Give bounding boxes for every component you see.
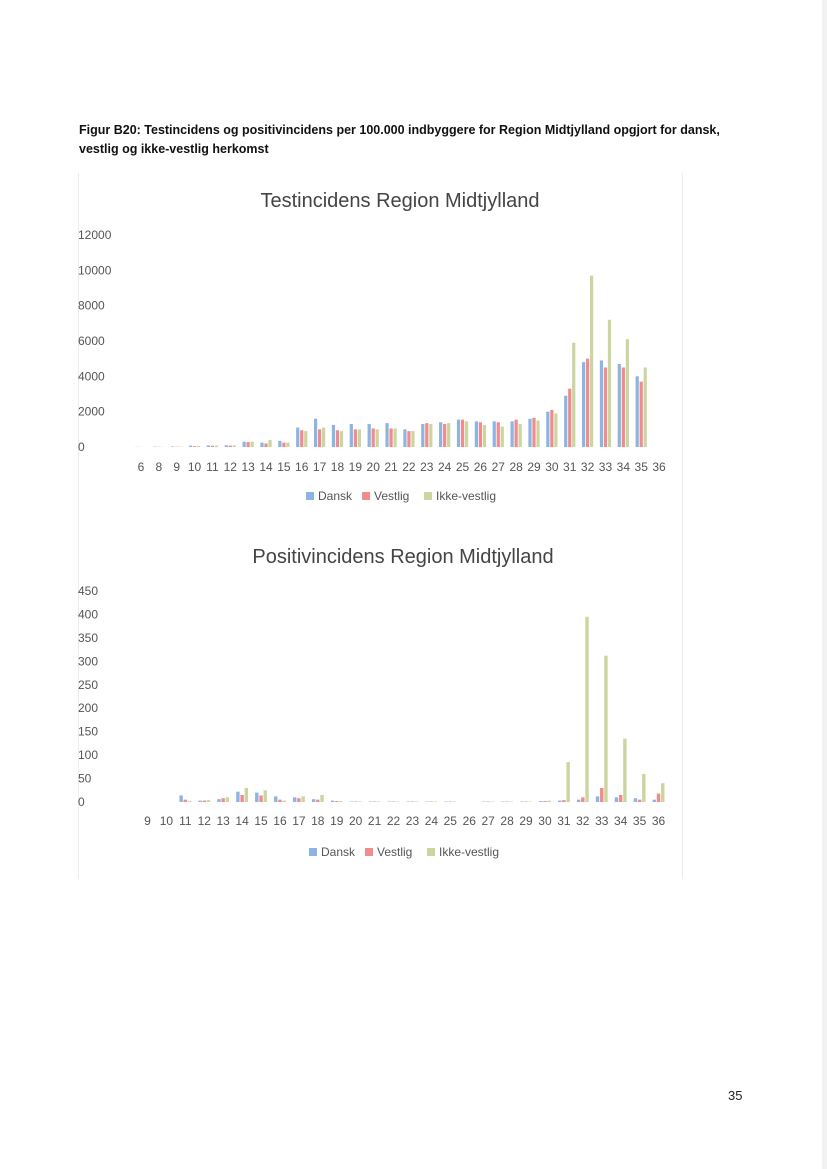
chart1-legend-label: Vestlig <box>374 489 410 503</box>
chart1-bar-ikke-vestlig-16 <box>304 431 307 447</box>
chart2-bar-vestlig-18 <box>316 800 319 802</box>
chart1-xtick-label: 30 <box>545 460 559 474</box>
chart2-bar-ikke-vestlig-34 <box>623 739 626 802</box>
chart1-bar-ikke-vestlig-29 <box>536 421 539 448</box>
chart1-bar-ikke-vestlig-28 <box>519 424 522 447</box>
chart2-xtick-label: 24 <box>424 814 439 828</box>
chart2-xtick-label: 12 <box>197 814 211 828</box>
chart2-xtick-label: 26 <box>462 814 476 828</box>
chart1-xtick-label: 17 <box>312 460 327 474</box>
chart1-bar-vestlig-27 <box>497 422 500 447</box>
chart2-xtick-label: 27 <box>481 814 495 828</box>
chart2-bar-vestlig-19 <box>335 801 338 802</box>
chart2-xtick-label: 22 <box>386 814 401 828</box>
chart1-legend-swatch-vestlig <box>362 492 370 500</box>
chart2-bar-dansk-34 <box>615 797 618 802</box>
chart2-xtick-label: 10 <box>159 814 174 828</box>
chart1-bar-vestlig-15 <box>282 443 285 447</box>
chart2-bar-vestlig-33 <box>600 788 603 802</box>
chart2-bar-vestlig-34 <box>619 795 622 802</box>
page-edge-shadow <box>822 0 827 1169</box>
chart1-bar-vestlig-19 <box>354 429 357 447</box>
chart1-bar-vestlig-10 <box>193 446 196 447</box>
chart2-bar-ikke-vestlig-12 <box>207 800 210 802</box>
chart1-xtick-label: 13 <box>241 460 255 474</box>
chart1-bar-dansk-18 <box>332 425 335 447</box>
chart2-xtick-label: 11 <box>179 814 192 828</box>
chart2-bar-dansk-33 <box>596 796 599 802</box>
chart1-bar-vestlig-22 <box>407 431 410 447</box>
chart2-legend-swatch-dansk <box>309 848 317 856</box>
chart1-bar-ikke-vestlig-26 <box>483 425 486 447</box>
chart1-bar-ikke-vestlig-27 <box>501 427 504 447</box>
chart1-bar-ikke-vestlig-20 <box>376 429 379 447</box>
chart1-bar-dansk-12 <box>225 445 228 447</box>
chart1-bar-ikke-vestlig-14 <box>268 440 271 447</box>
chart2-xtick-label: 14 <box>235 814 249 828</box>
chart2-bar-ikke-vestlig-30 <box>547 801 550 802</box>
chart1-xtick-label: 27 <box>491 460 505 474</box>
chart2-xtick-label: 23 <box>405 814 420 828</box>
chart1-bar-ikke-vestlig-33 <box>608 320 611 447</box>
chart1-bar-ikke-vestlig-18 <box>340 431 343 447</box>
chart2-bar-dansk-35 <box>634 798 637 802</box>
chart1-bar-dansk-27 <box>493 421 496 447</box>
chart1-ytick-label: 10000 <box>78 263 112 278</box>
chart1-bar-ikke-vestlig-30 <box>554 413 557 447</box>
chart1-bar-dansk-21 <box>385 423 388 447</box>
chart1-bar-vestlig-28 <box>515 420 518 447</box>
chart1-bar-ikke-vestlig-12 <box>233 445 236 447</box>
chart1-bar-vestlig-25 <box>461 420 464 447</box>
chart1-legend-label: Ikke-vestlig <box>436 489 497 503</box>
chart1-bar-ikke-vestlig-13 <box>251 442 254 447</box>
chart2-bar-vestlig-30 <box>543 801 546 802</box>
chart2-bar-dansk-36 <box>653 800 656 802</box>
chart1-xtick-label: 32 <box>580 460 595 474</box>
chart1-xtick-label: 34 <box>616 460 631 474</box>
chart1-bar-dansk-33 <box>600 360 603 447</box>
chart2-bar-ikke-vestlig-15 <box>264 790 267 802</box>
chart1-xtick-label: 18 <box>330 460 345 474</box>
chart2-bar-vestlig-36 <box>657 794 660 802</box>
chart1-bar-vestlig-21 <box>389 428 392 447</box>
chart2-bar-dansk-30 <box>539 801 542 802</box>
chart2-xtick-label: 13 <box>216 814 230 828</box>
chart1-bar-dansk-30 <box>546 412 549 447</box>
chart2-bar-dansk-32 <box>577 800 580 802</box>
chart2-ytick-label: 450 <box>78 584 99 598</box>
chart1-bar-ikke-vestlig-10 <box>197 446 200 447</box>
chart2-bar-ikke-vestlig-17 <box>301 796 304 802</box>
chart1-bar-vestlig-11 <box>211 446 214 447</box>
chart2-bar-vestlig-11 <box>184 800 187 802</box>
chart1-bar-dansk-16 <box>296 428 299 447</box>
chart1-xtick-label: 29 <box>527 460 541 474</box>
chart1-bar-vestlig-26 <box>479 422 482 447</box>
chart1-xtick-label: 16 <box>295 460 309 474</box>
chart1-bar-ikke-vestlig-32 <box>590 276 593 447</box>
chart1-bar-ikke-vestlig-19 <box>358 429 361 447</box>
chart2-bar-ikke-vestlig-36 <box>661 783 664 802</box>
chart1-bar-dansk-10 <box>189 446 192 447</box>
charts-svg <box>78 173 682 879</box>
chart2-bar-vestlig-12 <box>203 801 206 802</box>
chart-frame-right-border <box>682 173 683 879</box>
chart2-xtick-label: 17 <box>292 814 306 828</box>
chart2-xtick-label: 33 <box>595 814 609 828</box>
chart2-xtick-label: 16 <box>273 814 287 828</box>
chart1-bar-ikke-vestlig-23 <box>429 424 432 447</box>
chart2-bar-ikke-vestlig-19 <box>339 801 342 802</box>
chart1-bar-ikke-vestlig-11 <box>215 446 218 447</box>
chart1-xtick-label: 14 <box>259 460 273 474</box>
chart2-ytick-label: 400 <box>78 607 99 622</box>
chart2-ytick-label: 250 <box>78 677 99 692</box>
chart1-xtick-label: 24 <box>437 460 452 474</box>
chart1-bar-vestlig-14 <box>264 443 267 447</box>
chart2-bar-dansk-19 <box>331 801 334 802</box>
chart1-bar-dansk-29 <box>528 419 531 447</box>
chart2-bar-vestlig-16 <box>278 800 281 802</box>
chart1-bar-dansk-20 <box>368 424 371 447</box>
chart2-xtick-label: 32 <box>576 814 590 828</box>
chart1-bar-vestlig-35 <box>640 382 643 447</box>
chart2-bar-vestlig-15 <box>259 795 262 802</box>
chart2-xtick-label: 18 <box>311 814 325 828</box>
chart2-ytick-label: 100 <box>78 748 99 763</box>
charts-container <box>78 173 682 879</box>
chart2-bar-dansk-16 <box>274 796 277 802</box>
chart1-xtick-label: 10 <box>187 460 202 474</box>
chart1-bar-dansk-35 <box>636 376 639 447</box>
chart1-bar-vestlig-29 <box>532 418 535 447</box>
chart1-bar-ikke-vestlig-31 <box>572 343 575 447</box>
chart1-xtick-label: 28 <box>509 460 523 474</box>
chart1-bar-vestlig-30 <box>550 410 553 447</box>
chart2-bar-vestlig-32 <box>581 797 584 802</box>
chart2-bar-ikke-vestlig-31 <box>566 762 569 802</box>
chart1-xtick-label: 22 <box>402 460 416 474</box>
chart2-xtick-label: 25 <box>443 814 457 828</box>
chart2-xtick-label: 35 <box>632 814 647 828</box>
chart1-bar-dansk-25 <box>457 420 460 447</box>
chart1-bar-vestlig-13 <box>247 442 250 447</box>
chart1-bar-dansk-11 <box>207 445 210 447</box>
chart1-bar-dansk-9 <box>171 446 174 447</box>
chart2-xtick-label: 29 <box>519 814 533 828</box>
chart1-bar-dansk-15 <box>278 441 281 447</box>
chart1-bar-dansk-32 <box>582 362 585 447</box>
chart2-xtick-label: 15 <box>254 814 268 828</box>
chart1-ytick-label: 4000 <box>78 369 105 384</box>
chart1-xtick-label: 20 <box>366 460 380 474</box>
chart1-bar-dansk-24 <box>439 422 442 447</box>
chart2-ytick-label: 150 <box>78 724 99 739</box>
chart1-bar-dansk-17 <box>314 419 317 447</box>
chart1-xtick-label: 9 <box>173 460 181 474</box>
chart1-bar-dansk-19 <box>350 424 353 447</box>
chart2-legend-swatch-vestlig <box>365 848 373 856</box>
chart2-bar-dansk-12 <box>198 801 201 802</box>
chart1-bar-dansk-14 <box>260 443 263 447</box>
figure-caption: Figur B20: Testincidens og positivincidens per 100.000 indbyggere for Region Midtjylland opgjort for dansk, vestlig og ikke-vestlig herkomst <box>79 123 720 156</box>
chart2-xtick-label: 31 <box>557 814 571 828</box>
chart1-bar-dansk-23 <box>421 424 424 447</box>
chart1-xtick-label: 33 <box>598 460 613 474</box>
chart2-bar-ikke-vestlig-13 <box>226 797 229 802</box>
chart2-xtick-label: 30 <box>538 814 552 828</box>
chart1-bar-vestlig-17 <box>318 429 321 447</box>
chart1-xtick-label: 19 <box>348 460 363 474</box>
chart1-bar-ikke-vestlig-21 <box>393 428 396 447</box>
chart2-title: Positivincidens Region Midtjylland <box>252 546 554 568</box>
chart1-legend-swatch-dansk <box>306 492 314 500</box>
chart2-bar-dansk-13 <box>217 799 220 802</box>
chart1-xtick-label: 6 <box>137 460 145 474</box>
chart2-bar-ikke-vestlig-18 <box>320 795 323 802</box>
chart2-legend-label: Ikke-vestlig <box>439 845 500 859</box>
chart1-xtick-label: 15 <box>277 460 291 474</box>
chart2-xtick-label: 28 <box>500 814 514 828</box>
chart2-bar-vestlig-13 <box>221 798 224 802</box>
chart2-xtick-label: 19 <box>330 814 344 828</box>
chart1-bar-dansk-13 <box>243 442 246 447</box>
chart2-bar-dansk-17 <box>293 797 296 802</box>
chart1-bar-ikke-vestlig-15 <box>286 443 289 447</box>
chart2-xtick-label: 20 <box>349 814 363 828</box>
chart2-bar-ikke-vestlig-33 <box>604 656 607 802</box>
chart1-bar-vestlig-20 <box>372 428 375 447</box>
chart1-ytick-label: 2000 <box>78 404 105 419</box>
chart1-bar-vestlig-33 <box>604 368 607 448</box>
chart1-bar-ikke-vestlig-17 <box>322 428 325 447</box>
chart2-ytick-label: 300 <box>78 654 99 669</box>
chart1-bar-ikke-vestlig-22 <box>411 431 414 447</box>
chart1-xtick-label: 21 <box>384 460 398 474</box>
chart2-bar-vestlig-35 <box>638 800 641 802</box>
chart2-xtick-label: 9 <box>144 814 151 828</box>
chart1-bar-vestlig-34 <box>622 368 625 448</box>
chart2-bar-dansk-14 <box>236 792 239 802</box>
chart1-bar-vestlig-16 <box>300 430 303 447</box>
chart2-bar-dansk-15 <box>255 793 258 802</box>
chart2-ytick-label: 200 <box>78 701 99 716</box>
chart1-bar-dansk-34 <box>618 364 621 447</box>
chart2-xtick-label: 21 <box>367 814 382 828</box>
chart1-bar-ikke-vestlig-35 <box>644 368 647 448</box>
chart2-bar-ikke-vestlig-16 <box>282 801 285 802</box>
chart2-legend-label: Vestlig <box>377 845 413 859</box>
page-number: 35 <box>728 1088 743 1103</box>
chart1-bar-dansk-31 <box>564 396 567 447</box>
chart1-xtick-label: 25 <box>455 460 470 474</box>
chart2-bar-vestlig-14 <box>240 795 243 802</box>
chart1-ytick-label: 0 <box>78 440 85 454</box>
chart2-ytick-label: 350 <box>78 630 99 645</box>
chart1-bar-ikke-vestlig-24 <box>447 423 450 447</box>
chart2-xtick-label: 36 <box>651 814 666 828</box>
chart1-ytick-label: 6000 <box>78 334 105 348</box>
chart2-bar-dansk-11 <box>179 795 182 802</box>
chart1-xtick-label: 35 <box>634 460 648 474</box>
chart1-bar-vestlig-23 <box>425 423 428 447</box>
chart1-title: Testincidens Region Midtjylland <box>260 190 540 212</box>
chart1-bar-vestlig-12 <box>229 446 232 447</box>
chart2-bar-vestlig-17 <box>297 798 300 802</box>
chart1-xtick-label: 8 <box>155 460 163 474</box>
chart1-xtick-label: 23 <box>420 460 434 474</box>
chart1-xtick-label: 26 <box>473 460 488 474</box>
chart2-bar-ikke-vestlig-11 <box>188 801 191 802</box>
chart1-ytick-label: 8000 <box>78 298 105 313</box>
chart1-bar-dansk-26 <box>475 421 478 447</box>
chart2-legend-label: Dansk <box>321 845 356 859</box>
chart2-bar-vestlig-31 <box>562 800 565 802</box>
chart2-xtick-label: 34 <box>614 814 628 828</box>
chart1-bar-vestlig-18 <box>336 430 339 447</box>
chart1-xtick-label: 11 <box>206 460 219 474</box>
chart1-ytick-label: 12000 <box>78 228 112 242</box>
chart1-xtick-label: 36 <box>652 460 666 474</box>
chart1-xtick-label: 12 <box>223 460 237 474</box>
chart1-legend-swatch-ikke-vestlig <box>424 492 432 500</box>
chart1-bar-dansk-28 <box>511 421 514 447</box>
chart2-bar-ikke-vestlig-35 <box>642 774 645 802</box>
chart2-bar-ikke-vestlig-14 <box>245 788 248 802</box>
chart2-bar-dansk-18 <box>312 799 315 802</box>
chart2-legend-swatch-ikke-vestlig <box>427 848 435 856</box>
chart2-bar-dansk-31 <box>558 801 561 802</box>
chart1-bar-dansk-22 <box>403 429 406 447</box>
chart1-legend-label: Dansk <box>318 489 353 503</box>
chart1-xtick-label: 31 <box>563 460 577 474</box>
chart1-bar-vestlig-32 <box>586 359 589 447</box>
chart2-ytick-label: 0 <box>78 795 85 809</box>
chart1-bar-vestlig-24 <box>443 424 446 447</box>
chart1-bar-vestlig-31 <box>568 389 571 447</box>
chart1-bar-ikke-vestlig-34 <box>626 339 629 447</box>
chart2-bar-ikke-vestlig-32 <box>585 617 588 802</box>
chart1-bar-ikke-vestlig-25 <box>465 421 468 447</box>
chart2-ytick-label: 50 <box>78 771 92 786</box>
